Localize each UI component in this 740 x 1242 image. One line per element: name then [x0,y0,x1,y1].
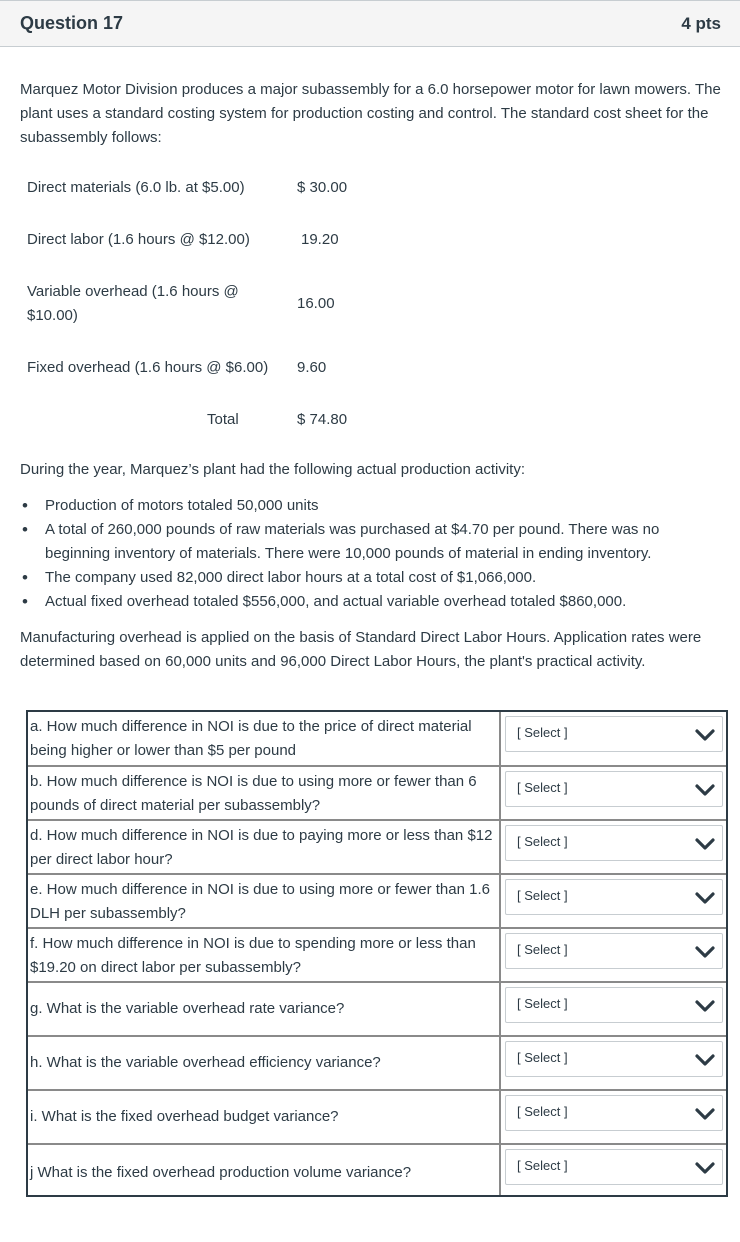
question-prompt: f. How much difference in NOI is due to spending more or less than $19.20 on direct labor per subassembly? [28,929,501,981]
answer-select[interactable] [505,716,723,752]
table-row [28,821,726,875]
list-item: • The company used 82,000 direct labor hours at a total cost of $1,066,000. [20,566,720,590]
question-prompt: b. How much difference is NOI is due to using more or fewer than 6 pounds of direct material per subassembly? [28,767,501,819]
chevron-down-icon [695,1052,715,1068]
table-row [28,1037,726,1091]
select-value: [ Select ] [517,942,568,957]
cost-value: $ 30.00 [297,179,348,196]
table-row [28,712,726,767]
select-value: [ Select ] [517,725,568,740]
cost-label: Variable overhead (1.6 hours @ $10.00) [27,283,239,324]
overhead-note: Manufacturing overhead is applied on the basis of Standard Direct Labor Hours. Application rates were determined based on 60,000 units and 96,000 Direct Labor Hours, the plant's practical activity. [20,629,702,670]
question-prompt: d. How much difference in NOI is due to paying more or less than $12 per direct labor hour? [28,821,501,873]
question-points: 4 pts [681,14,721,33]
chevron-down-icon [695,727,715,743]
select-value: [ Select ] [517,780,568,795]
select-value: [ Select ] [517,1158,568,1173]
table-row [28,983,726,1037]
questions-table [26,710,728,1197]
cost-label: Fixed overhead (1.6 hours @ $6.00) [27,359,269,376]
list-item: • Actual fixed overhead totaled $556,000, and actual variable overhead totaled $860,000. [20,590,720,614]
answer-select[interactable] [505,933,723,969]
intro-paragraph: Marquez Motor Division produces a major subassembly for a 6.0 horsepower motor for lawn mowers. The plant uses a standard costing system for production costing and control. The standard cost sheet for the subassembly follows: [20,81,721,146]
cost-total-label: Total [207,411,239,428]
chevron-down-icon [695,1106,715,1122]
chevron-down-icon [695,998,715,1014]
list-item: • Production of motors totaled 50,000 units [20,494,720,518]
answer-select[interactable] [505,987,723,1023]
table-row [28,1145,726,1195]
question-prompt: j What is the fixed overhead production volume variance? [28,1145,501,1195]
cost-value: 19.20 [301,231,339,248]
answer-select[interactable] [505,879,723,915]
question-prompt: g. What is the variable overhead rate variance? [28,983,501,1035]
activity-list [20,494,720,614]
list-item: • A total of 260,000 pounds of raw materials was purchased at $4.70 per pound. There was no beginning inventory of materials. There were 10,000 pounds of material in ending inventory. [20,518,720,566]
table-row [28,875,726,929]
chevron-down-icon [695,836,715,852]
select-value: [ Select ] [517,996,568,1011]
table-row [28,929,726,983]
answer-select[interactable] [505,825,723,861]
cost-label: Direct materials (6.0 lb. at $5.00) [27,179,245,196]
select-value: [ Select ] [517,1050,568,1065]
chevron-down-icon [695,1160,715,1176]
cost-value: 9.60 [297,359,327,376]
cost-total-value: $ 74.80 [297,411,348,428]
question-prompt: a. How much difference in NOI is due to the price of direct material being higher or lower than $5 per pound [28,712,501,765]
cost-value: 16.00 [297,295,335,312]
question-prompt: h. What is the variable overhead efficiency variance? [28,1037,501,1089]
answer-select[interactable] [505,1041,723,1077]
answer-select[interactable] [505,771,723,807]
activity-intro: During the year, Marquez’s plant had the following actual production activity: [20,461,526,478]
table-row [28,767,726,821]
select-value: [ Select ] [517,1104,568,1119]
table-row [28,1091,726,1145]
answer-select[interactable] [505,1149,723,1185]
question-prompt: i. What is the fixed overhead budget variance? [28,1091,501,1143]
cost-label: Direct labor (1.6 hours @ $12.00) [27,231,250,248]
select-value: [ Select ] [517,834,568,849]
question-header [0,0,740,47]
question-title: Question 17 [20,13,124,33]
chevron-down-icon [695,944,715,960]
chevron-down-icon [695,782,715,798]
question-prompt: e. How much difference in NOI is due to using more or fewer than 1.6 DLH per subassembly? [28,875,501,927]
answer-select[interactable] [505,1095,723,1131]
select-value: [ Select ] [517,888,568,903]
chevron-down-icon [695,890,715,906]
